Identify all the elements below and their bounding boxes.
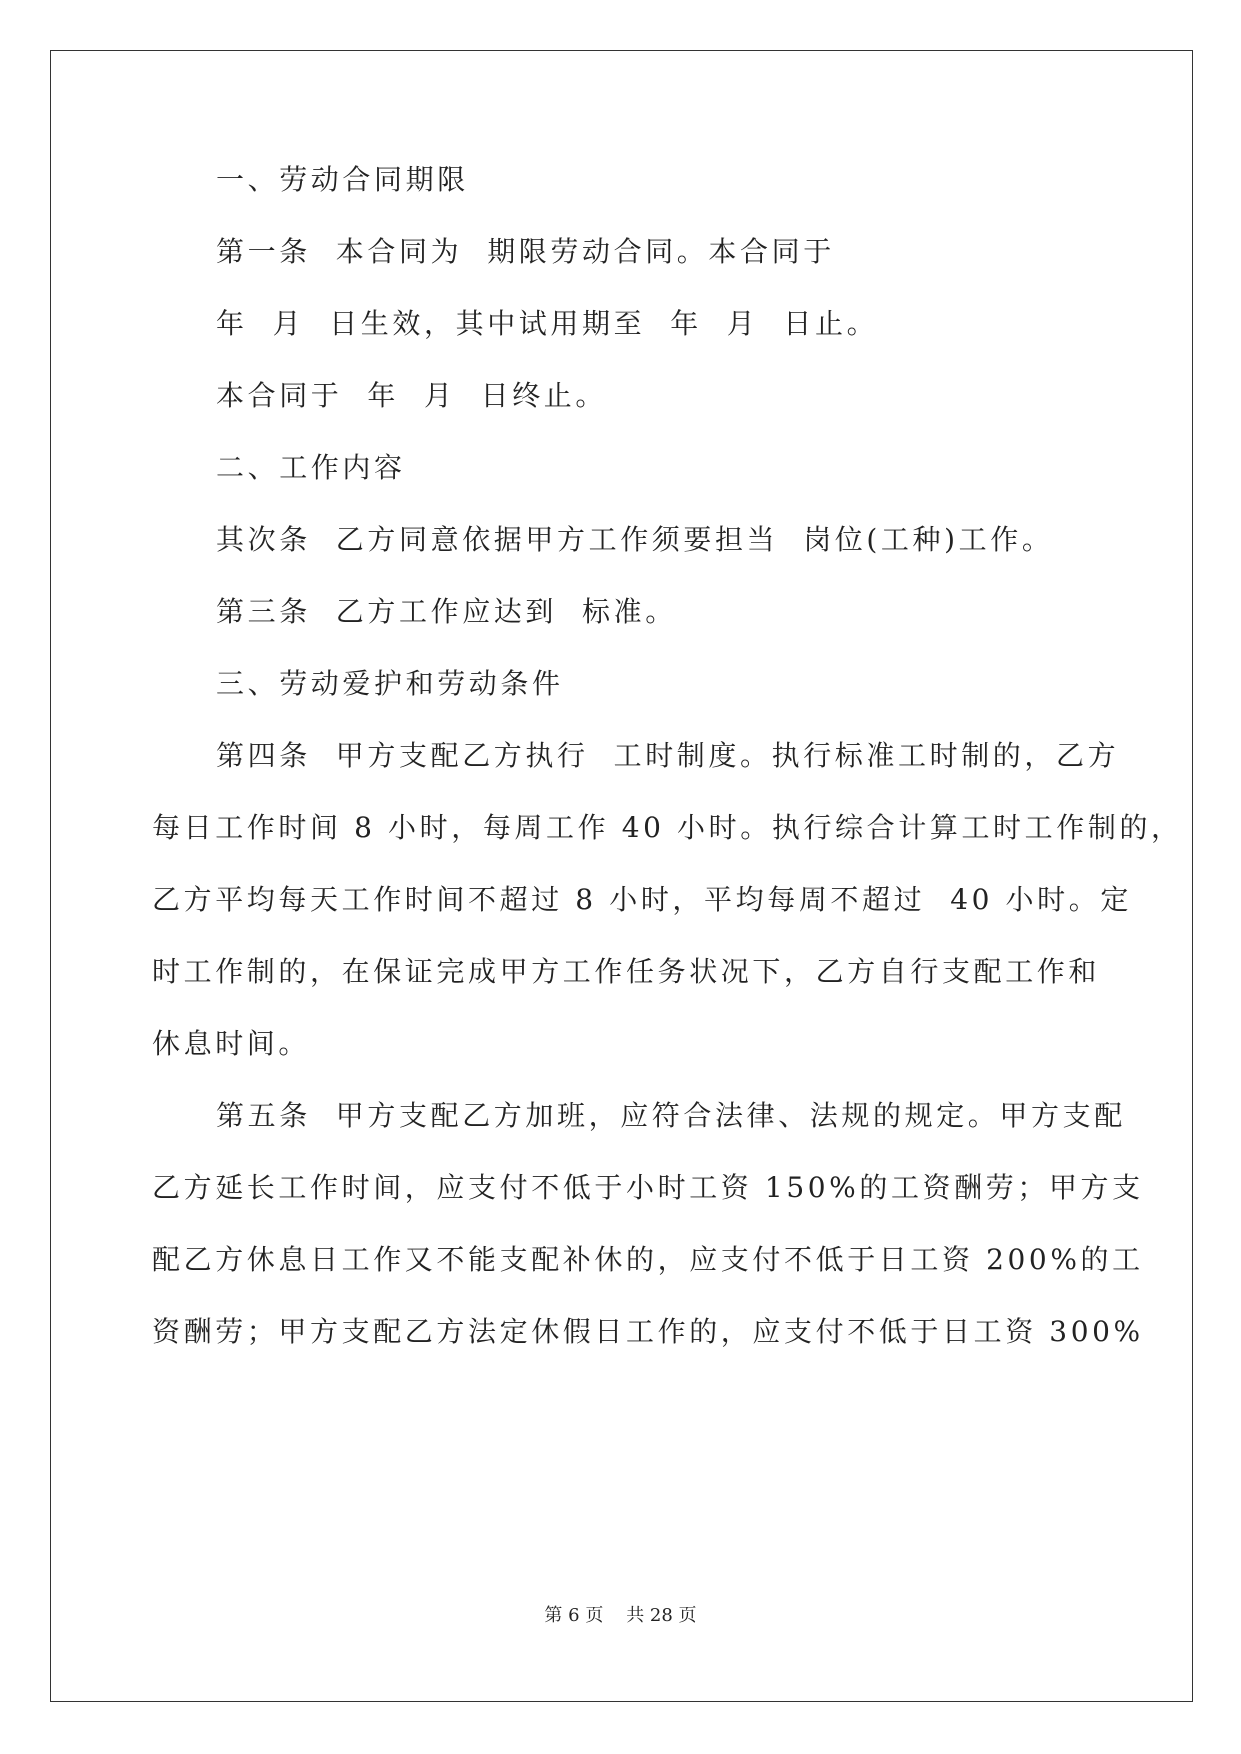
page-number: 第 6 页 共 28 页 [544,1605,697,1626]
paragraph-line: 其次条 乙方同意依据甲方工作须要担当 岗位(工种)工作。 [216,523,1054,556]
paragraph-line: 第四条 甲方支配乙方执行 工时制度。执行标准工时制的，乙方 [216,739,1120,772]
paragraph-line: 第三条 乙方工作应达到 标准。 [216,595,677,628]
paragraph-line: 配乙方休息日工作又不能支配补休的，应支付不低于日工资 200%的工 [152,1243,1144,1276]
page-frame [50,50,1193,1702]
section-heading-1: 一、劳动合同期限 [216,163,469,196]
section-heading-2: 二、工作内容 [216,451,406,484]
paragraph-line: 乙方延长工作时间，应支付不低于小时工资 150%的工资酬劳；甲方支 [152,1171,1144,1204]
section-heading-3: 三、劳动爱护和劳动条件 [216,667,564,700]
paragraph-line: 第五条 甲方支配乙方加班，应符合法律、法规的规定。甲方支配 [216,1099,1126,1132]
paragraph-line: 每日工作时间 8 小时，每周工作 40 小时。执行综合计算工时工作制的， [152,811,1183,844]
page-footer [0,1604,1241,1628]
paragraph-line: 时工作制的，在保证完成甲方工作任务状况下，乙方自行支配工作和 [152,955,1101,988]
paragraph-line: 乙方平均每天工作时间不超过 8 小时，平均每周不超过 40 小时。定 [152,883,1132,916]
paragraph-line: 资酬劳；甲方支配乙方法定休假日工作的，应支付不低于日工资 300% [152,1315,1144,1348]
paragraph-line: 休息时间。 [152,1027,311,1060]
paragraph-line: 本合同于 年 月 日终止。 [216,379,608,412]
paragraph-line: 年 月 日生效，其中试用期至 年 月 日止。 [216,307,879,340]
paragraph-line: 第一条 本合同为 期限劳动合同。本合同于 [216,235,835,268]
